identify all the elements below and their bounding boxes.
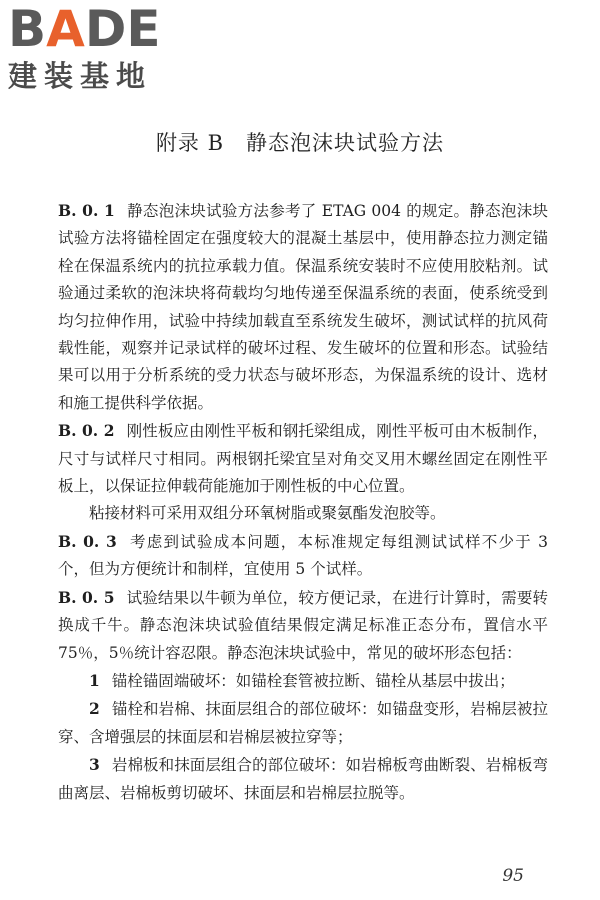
item-number: 1 bbox=[89, 670, 100, 690]
item-number: 2 bbox=[89, 699, 100, 719]
page-title: 附录 B 静态泡沫块试验方法 bbox=[155, 131, 445, 155]
clause-number: B. 0. 5 bbox=[58, 587, 115, 607]
paragraph-b02 bbox=[58, 417, 548, 500]
logo-subtitle: 建装基地 bbox=[8, 59, 153, 93]
item-text: 锚栓和岩棉、抹面层组合的部位破坏：如锚盘变形，岩棉层被拉穿、含增强层的抹面层和岩棉层被拉穿等； bbox=[58, 700, 548, 746]
clause-number: B. 0. 1 bbox=[58, 201, 115, 220]
logo-letter-a: A bbox=[46, 0, 85, 58]
logo bbox=[8, 0, 180, 93]
page-number: 95 bbox=[502, 866, 524, 886]
paragraph-b01 bbox=[58, 197, 548, 417]
paragraph-text: 考虑到试验成本问题，本标准规定每组测试试样不少于 3 个，但为方便统计和制样，宜使用 5 个试样。 bbox=[58, 532, 548, 579]
clause-number: B. 0. 3 bbox=[58, 531, 117, 551]
logo-wordmark bbox=[8, 0, 180, 58]
logo-letter-b: B bbox=[8, 0, 47, 58]
paragraph-text: 粘接材料可采用双组分环氧树脂或聚氨酯发泡胶等。 bbox=[89, 504, 446, 523]
item-number: 3 bbox=[89, 755, 100, 775]
paragraph-b03 bbox=[58, 528, 548, 584]
list-item bbox=[58, 751, 548, 807]
item-text: 岩棉板和抹面层组合的部位破坏：如岩棉板弯曲断裂、岩棉板弯曲离层、岩棉板剪切破坏、抹面层和岩棉层拉脱等。 bbox=[58, 756, 548, 802]
paragraph-text: 刚性板应由刚性平板和钢托梁组成，刚性平板可由木板制作，尺寸与试样尺寸相同。两根钢托梁宜呈对角交叉用木螺丝固定在刚性平板上，以保证拉伸载荷能施加于刚性板的中心位置。 bbox=[58, 422, 548, 496]
logo-letters-de: DE bbox=[84, 0, 161, 58]
list-item bbox=[58, 695, 548, 751]
clause-number: B. 0. 2 bbox=[58, 421, 115, 441]
paragraph-text: 试验结果以牛顿为单位，较方便记录，在进行计算时，需要转换成千牛。静态泡沫块试验值结果假定满足标准正态分布，置信水平 75％，5％统计容忍限。静态泡沫块试验中，常见的破坏形态包括： bbox=[58, 588, 548, 662]
list-item bbox=[58, 667, 548, 695]
paragraph-b05 bbox=[58, 584, 548, 667]
paragraph-adhesive bbox=[58, 500, 548, 527]
document-body bbox=[58, 197, 548, 807]
paragraph-text: 静态泡沫块试验方法参考了 ETAG 004 的规定。静态泡沫块试验方法将锚栓固定在强度较大的混凝土基层中，使用静态拉力测定锚栓在保温系统内的抗拉承载力值。保温系统安装时不应使用胶粘剂。试验通过柔软的泡沫块将荷载均匀地传递至保温系统的表面，使系统受到均匀拉伸作用，试验中持续加载直至系统发生破坏，测试试样的抗风荷载性能，观察并记录试样的破坏过程、发生破坏的位置和形态。试验结果可以用于分析系统的受力状态与破坏形态，为保温系统的设计、选材和施工提供科学依据。 bbox=[58, 202, 549, 412]
item-text: 锚栓锚固端破坏：如锚栓套管被拉断、锚栓从基层中拔出； bbox=[111, 671, 515, 690]
